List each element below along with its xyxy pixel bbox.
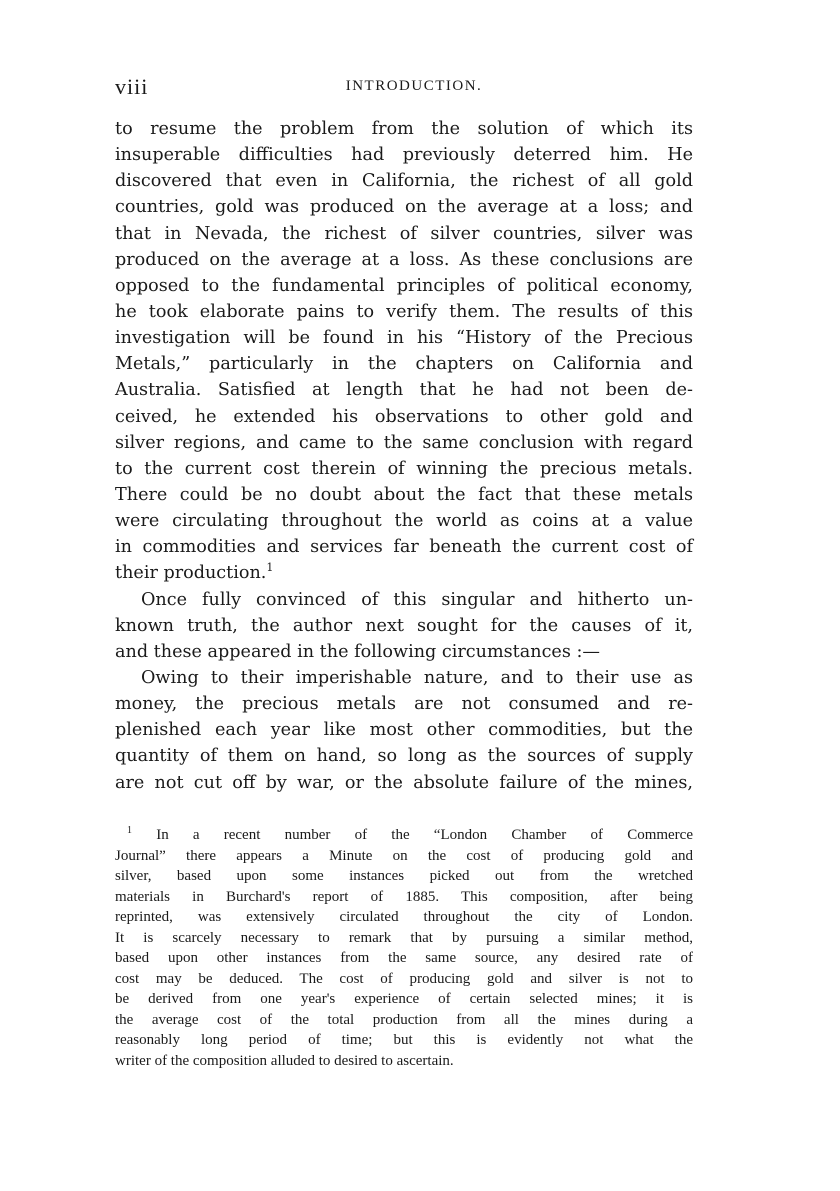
body-line: discovered that even in California, the richest of all gold — [115, 171, 693, 192]
paragraph-start-line: Owing to their imperishable nature, and to their use as — [141, 667, 693, 688]
body-line: Australia. Satisfied at length that he had not been de- — [115, 380, 693, 401]
body-line: he took elaborate pains to verify them. The results of this — [115, 301, 693, 322]
footnote-reference: 1 — [266, 561, 274, 575]
body-line-text: their production. — [115, 563, 267, 584]
body-line: Metals,” particularly in the chapters on California and — [115, 354, 693, 375]
body-line-with-footnote-ref — [115, 560, 693, 586]
body-line: were circulating throughout the world as coins at a value — [115, 511, 693, 532]
body-line: that in Nevada, the richest of silver countries, silver was — [115, 223, 693, 244]
footnote-line: reprinted, was extensively circulated throughout the city of London. — [115, 909, 693, 925]
body-line: ceived, he extended his observations to other gold and — [115, 406, 693, 427]
footnote-line: writer of the composition alluded to desired to ascertain. — [115, 1052, 454, 1069]
body-line: to the current cost therein of winning the precious metals. — [115, 458, 693, 479]
body-line: in commodities and services far beneath the current cost of — [115, 537, 693, 558]
footnote-line: cost may be deduced. The cost of producing gold and silver is not to — [115, 970, 693, 987]
page-number: viii — [115, 74, 149, 99]
running-head — [115, 74, 693, 104]
footnote-first-line — [115, 825, 693, 846]
body-line: produced on the average at a loss. As these conclusions are — [115, 249, 693, 270]
body-line: and these appeared in the following circumstances :— — [115, 641, 600, 662]
body-line: opposed to the fundamental principles of political economy, — [115, 275, 693, 296]
footnote-line: It is scarcely necessary to remark that by pursuing a similar method, — [115, 929, 693, 946]
body-line: silver regions, and came to the same conclusion with regard — [115, 432, 693, 453]
paragraph-start-line: Once fully convinced of this singular and hitherto un- — [141, 589, 693, 610]
body-line: investigation will be found in his “History of the Precious — [115, 328, 693, 349]
footnote-line: based upon other instances from the same source, any desired rate of — [115, 950, 693, 966]
body-line: plenished each year like most other commodities, but the — [115, 720, 693, 741]
footnote-line: be derived from one year's experience of certain selected mines; it is — [115, 991, 693, 1007]
body-line: insuperable difficulties had previously deterred him. He — [115, 145, 693, 166]
body-line: countries, gold was produced on the average at a loss; and — [115, 197, 693, 218]
footnote-line: the average cost of the total production from all the mines during a — [115, 1011, 693, 1028]
body-line: are not cut off by war, or the absolute failure of the mines, — [115, 772, 693, 793]
running-title: INTRODUCTION. — [345, 78, 483, 94]
body-text — [115, 116, 693, 796]
body-line: There could be no doubt about the fact that these metals — [115, 484, 693, 505]
body-line: known truth, the author next sought for the causes of it, — [115, 615, 693, 636]
body-line: quantity of them on hand, so long as the sources of supply — [115, 746, 693, 767]
footnote-line: materials in Burchard's report of 1885. This composition, after being — [115, 888, 693, 905]
footnote-line: reasonably long period of time; but this is evidently not what the — [115, 1032, 693, 1048]
body-line: money, the precious metals are not consumed and re- — [115, 694, 693, 715]
footnote-line: Journal” there appears a Minute on the cost of producing gold and — [115, 847, 693, 864]
footnote — [115, 825, 693, 1071]
footnote-line-text: In a recent number of the “London Chamber of Commerce — [156, 827, 693, 843]
footnote-line: silver, based upon some instances picked out from the wretched — [115, 868, 693, 884]
footnote-marker: 1 — [127, 825, 132, 836]
body-line: to resume the problem from the solution of which its — [115, 119, 693, 139]
